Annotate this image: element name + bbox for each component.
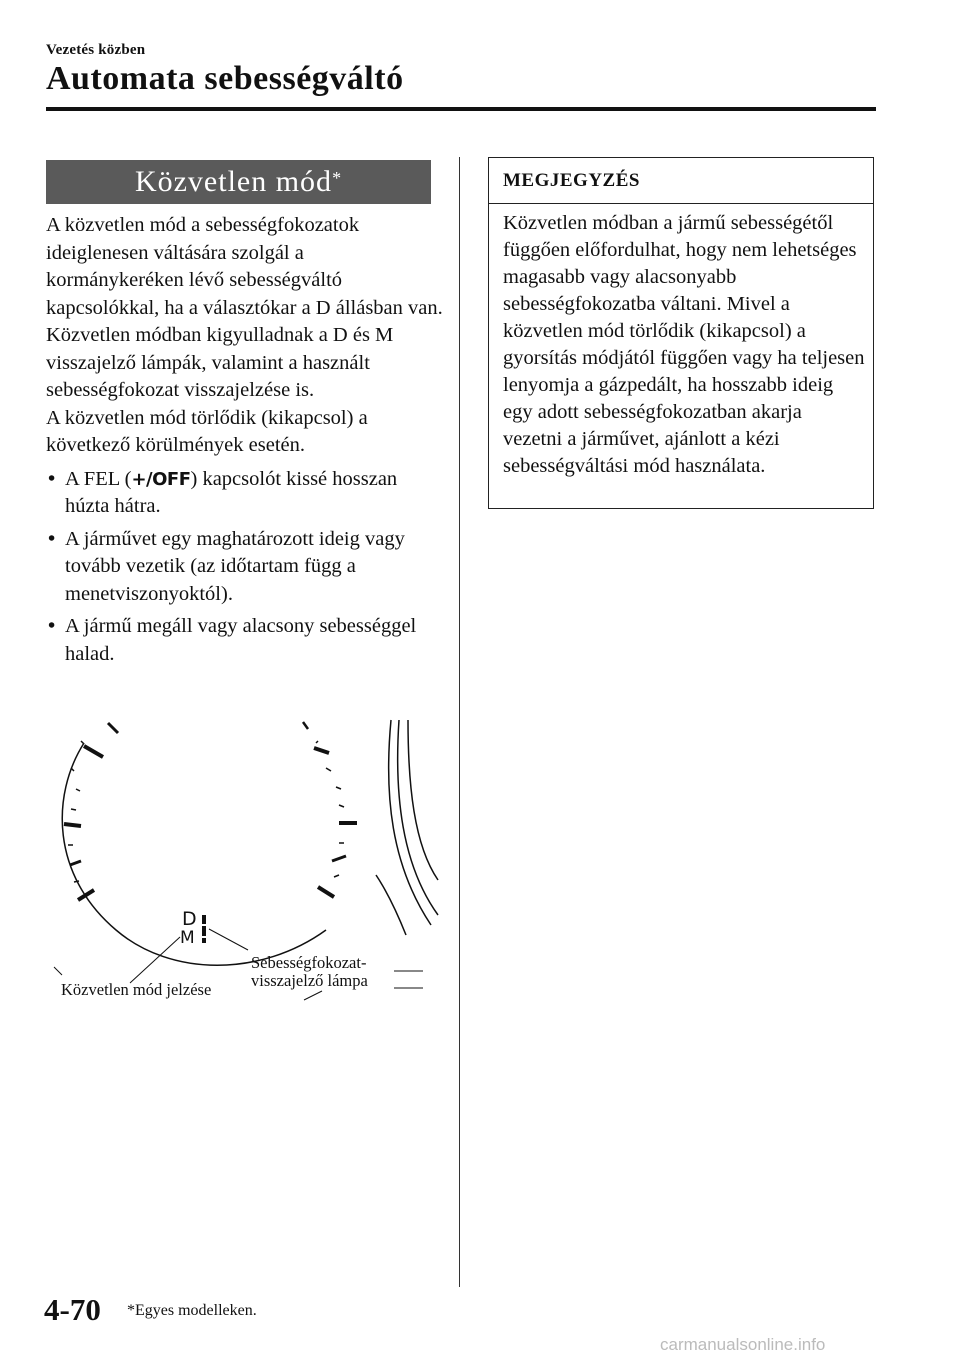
callout-gear-lamp-line1: Sebességfokozat- xyxy=(251,953,367,972)
page-title: Automata sebességváltó xyxy=(46,60,404,97)
note-box xyxy=(488,157,874,509)
note-text: Közvetlen módban a jármű sebességétől függően előfordulhat, hogy nem lehetséges magasabb vagy alacsonyabb sebességfokozatba váltani. Mivel a közvetlen mód törlődik (kikapcsol) a gyorsítás módjától függően vagy ha teljesen lenyomja a gázpedált, ha hosszabb ideig egy adott sebességfokozatban akarja vezetni a járművet, ajánlott a kézi sebességváltási mód használata. xyxy=(503,212,865,477)
paragraph-intro: A közvetlen mód a sebességfokozatok ideiglenesen váltására szolgál a kormánykeréken lévő sebességváltó kapcsolókkal, ha a választókar a D állásban van. xyxy=(46,214,443,319)
indicator-d: D xyxy=(182,908,197,930)
section-banner xyxy=(46,160,431,204)
bullet-dot: • xyxy=(48,527,56,550)
list-item: • A FEL (+/OFF) kapcsolót kissé hosszan húzta hátra. xyxy=(48,467,398,517)
body-text xyxy=(46,212,446,673)
page-number: 4-70 xyxy=(44,1292,101,1327)
cancel-conditions-list xyxy=(46,466,446,669)
watermark: carmanualsonline.info xyxy=(660,1335,826,1354)
plus-off-switch-icon: +/OFF xyxy=(131,468,191,490)
note-heading: MEGJEGYZÉS xyxy=(489,158,873,204)
paragraph-cancel: A közvetlen mód törlődik (kikapcsol) a következő körülmények esetén. xyxy=(46,406,368,456)
section-title: Közvetlen mód xyxy=(134,165,333,198)
indicator-m: M xyxy=(180,928,195,948)
list-item: • A jármű megáll vagy alacsony sebességgel halad. xyxy=(48,615,417,665)
gear-indicator-lamp xyxy=(202,915,206,943)
header-rule xyxy=(46,107,876,111)
column-divider xyxy=(459,157,460,1287)
footnote: *Egyes modelleken. xyxy=(127,1302,257,1319)
section-title-marker: * xyxy=(332,167,343,188)
bullet-dot: • xyxy=(48,615,56,637)
callout-direct-mode: Közvetlen mód jelzése xyxy=(61,980,212,999)
speedometer-ticks xyxy=(64,722,357,900)
chapter-label: Vezetés közben xyxy=(46,42,146,58)
callout-gear-lamp-line2: visszajelző lámpa xyxy=(251,971,368,990)
instrument-cluster-figure xyxy=(46,715,446,1015)
paragraph-indicators: Közvetlen módban kigyulladnak a D és M visszajelző lámpák, valamint a használt sebességfokozat visszajelzése is. xyxy=(46,324,394,401)
bullet-dot: • xyxy=(48,467,56,490)
tachometer-rim xyxy=(376,720,438,935)
list-item: • A járművet egy maghatározott ideig vagy tovább vezetik (az időtartam függ a menetviszonyoktól). xyxy=(48,527,405,605)
